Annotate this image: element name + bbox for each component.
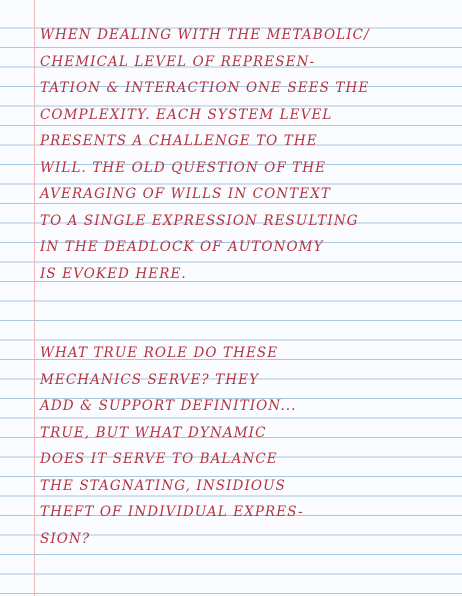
handwritten-line: ADD & SUPPORT DEFINITION... (40, 398, 297, 414)
handwritten-line: WHEN DEALING WITH THE METABOLIC/ (40, 27, 370, 43)
handwritten-line: PRESENTS A CHALLENGE TO THE (40, 133, 318, 149)
handwritten-line: MECHANICS SERVE? THEY (40, 371, 260, 388)
handwritten-line: AVERAGING OF WILLS IN CONTEXT (40, 186, 332, 202)
handwritten-line: CHEMICAL LEVEL OF REPRESEN- (40, 53, 316, 70)
margin-line (34, 0, 35, 596)
handwritten-line: SION? (40, 530, 91, 547)
handwritten-line: THEFT OF INDIVIDUAL EXPRES- (40, 504, 304, 520)
handwritten-line: COMPLEXITY. EACH SYSTEM LEVEL (40, 106, 333, 123)
handwritten-line: WILL. THE OLD QUESTION OF THE (40, 159, 327, 176)
handwritten-line: WHAT TRUE ROLE DO THESE (40, 345, 279, 361)
handwritten-line: TRUE, BUT WHAT DYNAMIC (40, 424, 267, 441)
handwritten-line: THE STAGNATING, INSIDIOUS (40, 477, 286, 494)
handwritten-line: IN THE DEADLOCK OF AUTONOMY (40, 239, 324, 255)
paragraph-2 (40, 340, 454, 552)
handwritten-line: TO A SINGLE EXPRESSION RESULTING (40, 212, 359, 229)
handwritten-line: IS EVOKED HERE. (40, 265, 187, 282)
handwritten-line: DOES IT SERVE TO BALANCE (40, 451, 278, 467)
paragraph-1 (40, 22, 454, 287)
handwritten-line: TATION & INTERACTION ONE SEES THE (40, 80, 370, 96)
